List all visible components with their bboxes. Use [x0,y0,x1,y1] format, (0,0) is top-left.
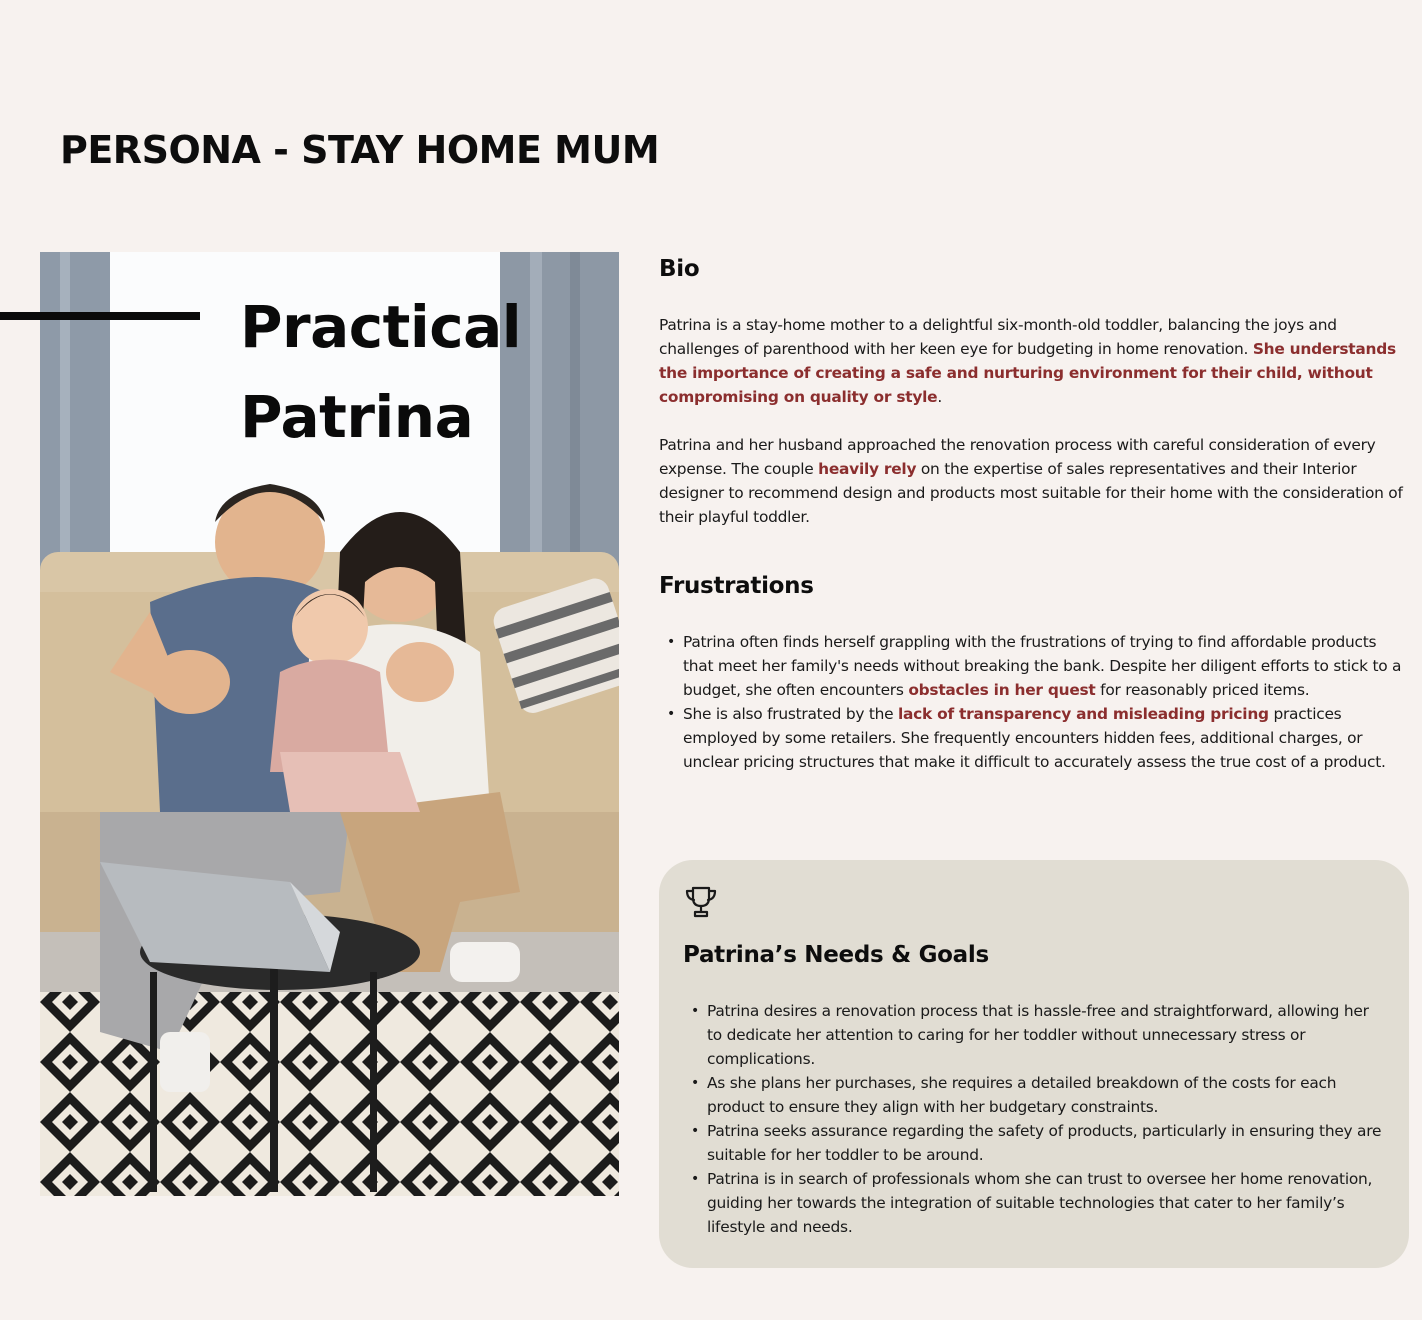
persona-name [240,282,521,462]
persona-name-line-1: Practical [240,293,522,361]
bio-p2-text: Patrina and her husband approached the renovation process with careful consideration of every expense. The couple [659,436,1376,478]
bio-paragraph-2 [659,433,1404,529]
goal-item: • As she plans her purchases, she requires a detailed breakdown of the costs for each product to ensure they align with her budgetary constraints. [683,1071,1387,1119]
bio-p2-highlight: heavily rely [818,460,917,478]
needs-goals-card [659,860,1409,1268]
frustrations-heading: Frustrations [659,573,814,599]
goal-item: • Patrina is in search of professionals whom she can trust to oversee her home renovation, guiding her towards the integration of suitable technologies that cater to her family’s lifestyle and needs. [683,1167,1387,1239]
bio-p1-text: Patrina is a stay-home mother to a delightful six-month-old toddler, balancing the joys and challenges of parenthood with her keen eye for budgeting in home renovation. [659,316,1337,358]
frustration-item [659,702,1404,774]
goals-heading: Patrina’s Needs & Goals [683,942,989,968]
frustration-1-end: for reasonably priced items. [1095,681,1310,699]
accent-line [0,312,200,320]
goal-item: • Patrina desires a renovation process that is hassle-free and straightforward, allowing her to dedicate her attention to caring for her toddler without unnecessary stress or complications. [683,999,1387,1071]
goals-list [683,999,1387,1239]
trophy-icon [683,884,719,920]
bio-paragraph-1 [659,313,1404,409]
persona-content [659,256,1404,774]
persona-name-line-2: Patrina [240,383,474,451]
frustration-2-text: She is also frustrated by the [683,705,899,723]
bio-p1-end: . [937,388,942,406]
frustration-2-highlight: lack of transparency and misleading pricing [898,705,1269,723]
goal-item: • Patrina seeks assurance regarding the safety of products, particularly in ensuring they are suitable for her toddler to be around. [683,1119,1387,1167]
bio-p1-highlight: She understands the importance of creating a safe and nurturing environment for their child, without compromising on quality or style [659,340,1396,406]
frustration-1-text: Patrina often finds herself grappling with the frustrations of trying to find affordable products that meet her family's needs without breaking the bank. Despite her diligent efforts to stick to a budget, she often encounters [683,633,1402,699]
bio-heading: Bio [659,256,700,282]
frustration-2-end: practices employed by some retailers. She frequently encounters hidden fees, additional charges, or unclear pricing structures that make it difficult to accurately assess the true cost of a product. [683,705,1386,771]
bio-p2-end: on the expertise of sales representatives and their Interior designer to recommend design and products most suitable for their home with the consideration of their playful toddler. [659,460,1403,526]
frustrations-list [659,630,1404,774]
frustration-1-highlight: obstacles in her quest [908,681,1096,699]
frustration-item [659,630,1404,702]
page-title: PERSONA - STAY HOME MUM [60,128,660,172]
